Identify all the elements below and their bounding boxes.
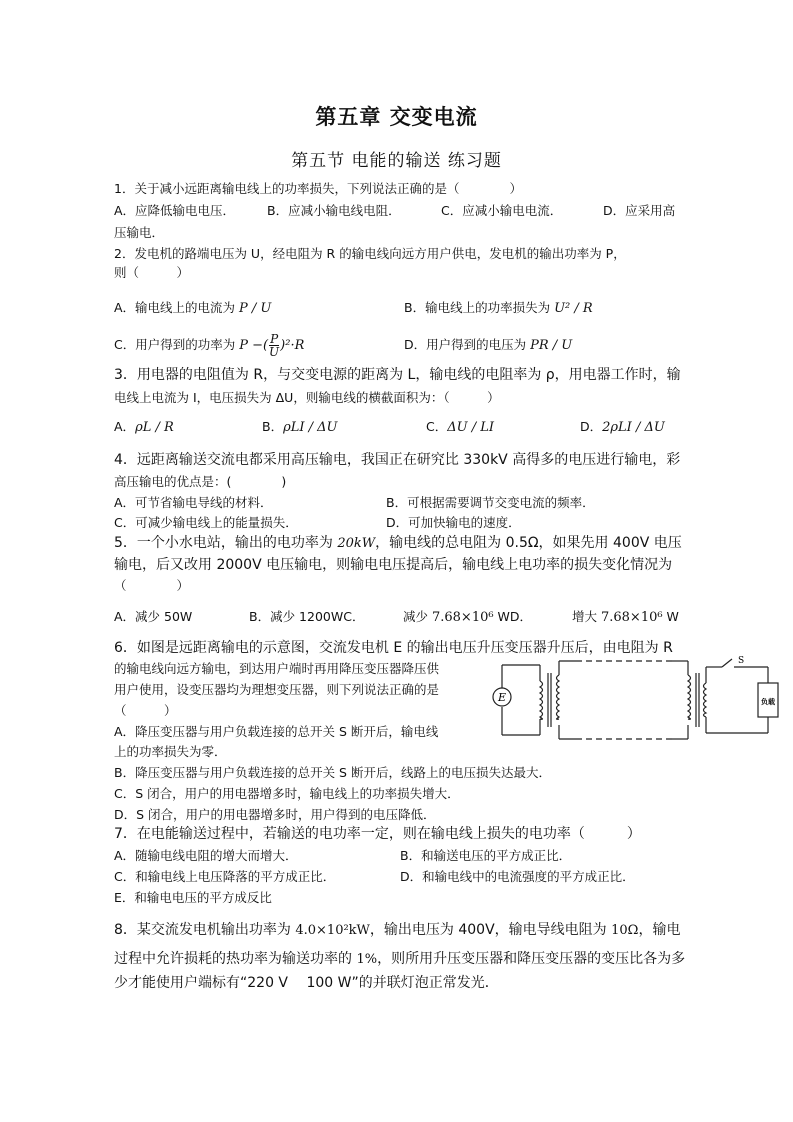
q2-option-a-math: P / U [239, 301, 272, 316]
q2-option-d-text: D．用户得到的电压为 [404, 337, 531, 352]
q2-option-c-math-pre: P −( [239, 338, 269, 353]
q4-option-a: A．可节省输电导线的材料． [114, 495, 273, 510]
section-title: 第五节 电能的输送 练习题 [291, 151, 502, 171]
q8-line2 [114, 951, 685, 968]
switch-label: S [738, 656, 745, 666]
q5-stem-line1 [114, 535, 682, 552]
generator-label: E [497, 691, 507, 704]
q5-option-a: A．减少 50W [114, 609, 193, 624]
q1-option-a: A．应降低输电电压． [114, 203, 236, 218]
q2-option-c-text: C．用户得到的功率为 [114, 337, 240, 352]
q2-option-c-fraction [269, 333, 279, 358]
q5-stem-line2: 输电，后又改用 2000V 电压输电，则输电电压提高后，输电线上电功率的损失变化情况为 [114, 557, 673, 573]
q2-option-c [114, 330, 304, 361]
q2-option-b [404, 300, 593, 317]
load-label: 负载 [761, 698, 775, 706]
q3-stem-line1: 3．用电器的电阻值为 R，与交变电源的距离为 L，输电线的电阻率为 ρ，用电器工作时，输 [114, 367, 681, 383]
q7-option-d: D．和输电线中的电流强度的平方成正比． [400, 869, 635, 884]
q3-option-c-label: C． [426, 419, 448, 434]
q5-option-d-pre: 增大 [572, 609, 601, 624]
q7-option-e: E．和输电电压的平方成反比 [114, 890, 272, 905]
q2-option-b-math: U² / R [554, 301, 593, 316]
q3-option-a [114, 419, 174, 436]
q3-option-b [262, 419, 337, 436]
q3-option-d-math: 2ρLI / ΔU [602, 420, 665, 435]
q8-resistance-value: 10Ω [611, 923, 639, 938]
q5-power-value: 20kW [337, 536, 376, 551]
q6-stem-line4: （ ） [114, 703, 177, 718]
q5-option-d [572, 609, 679, 626]
q6-stem-line1: 6．如图是远距离输电的示意图，交流发电机 E 的输出电压升压变压器升压后，由电阻为 R [114, 640, 673, 656]
q3-option-c-math: ΔU / LI [447, 420, 494, 435]
q6-option-d: D．S 闭合，用户的用电器增多时，用户得到的电压降低． [114, 807, 436, 822]
q2-option-b-text: B．输电线上的功率损失为 [404, 300, 555, 315]
q2-option-c-numerator: P [270, 332, 279, 346]
q6-option-c: C．S 闭合，用户的用电器增多时，输电线上的功率损失增大． [114, 786, 460, 801]
q6-option-b: B．降压变压器与用户负载连接的总开关 S 断开后，线路上的电压损失达最大． [114, 765, 551, 780]
q2-stem-line2: 则（ ） [114, 265, 190, 280]
q6-stem-line3: 用户使用，设变压器均为理想变压器，则下列说法正确的是 [114, 682, 440, 697]
q2-option-a-text: A．输电线上的电流为 [114, 300, 240, 315]
q1-option-b: B．应减小输电线电阻． [267, 203, 401, 218]
q8-line3: 少才能使用户端标有“220 V 100 W”的并联灯泡正常发光． [114, 975, 499, 991]
q8-line1-a: 8．某交流发电机输出功率为 [114, 922, 296, 938]
q2-option-d-math: PR / U [530, 338, 573, 353]
q7-option-a: A．随输电线电阻的增大而增大． [114, 848, 298, 863]
q5-option-b: B．减少 1200WC． [249, 609, 365, 624]
q8-line2-b: ，则所用升压变压器和降压变压器的变压比各为多 [377, 951, 686, 967]
q5-stem-line1-a: 5．一个小水电站，输出的电功率为 [114, 535, 338, 551]
q3-option-a-math: ρL / R [135, 420, 174, 435]
q2-option-c-math-post: )²·R [280, 338, 305, 353]
q5-option-c-pre: 减少 [403, 609, 432, 624]
q3-option-b-math: ρLI / ΔU [283, 420, 338, 435]
q5-option-c [403, 609, 532, 626]
q2-option-c-denominator: U [269, 345, 280, 359]
chapter-title: 第五章 交变电流 [315, 104, 478, 129]
q3-option-a-label: A． [114, 419, 136, 434]
q4-option-c: C．可减少输电线上的能量损失． [114, 515, 298, 530]
q8-line1 [114, 922, 680, 939]
q8-line1-c: ，输电 [638, 922, 681, 938]
q4-stem-line1: 4．远距离输送交流电都采用高压输电，我国正在研究比 330kV 高得多的电压进行输电，彩 [114, 452, 681, 468]
q6-option-a-line1: A．降压变压器与用户负载连接的总开关 S 断开后，输电线 [114, 724, 439, 739]
q7-option-c: C．和输电线上电压降落的平方成正比． [114, 869, 336, 884]
q5-option-d-post: W [662, 609, 679, 624]
q3-option-d-label: D． [580, 419, 603, 434]
q8-line2-a: 过程中允许损耗的热功率为输送功率的 [114, 951, 357, 967]
q4-stem-line2: 高压输电的优点是：( ) [114, 474, 287, 489]
q8-line1-b: ，输出电压为 400V，输电导线电阻为 [369, 922, 612, 938]
q1-option-d-cont: 压输电． [114, 225, 165, 240]
q4-option-d: D．可加快输电的速度． [386, 515, 521, 530]
q7-option-b: B．和输送电压的平方成正比． [400, 848, 572, 863]
q2-option-d [404, 337, 572, 354]
q5-stem-line1-b: ，输电线的总电阻为 0.5Ω，如果先用 400V 电压 [375, 535, 682, 551]
q3-option-b-label: B． [262, 419, 284, 434]
q2-option-a [114, 300, 271, 317]
q5-option-c-post: WD． [493, 609, 533, 624]
q8-loss-percent: 1% [356, 952, 378, 967]
q3-option-d [580, 419, 665, 436]
q3-stem-line2: 电线上电流为 I，电压损失为 ΔU，则输电线的横截面积为：（ ） [114, 390, 500, 405]
q5-stem-line3: （ ） [114, 578, 190, 593]
q6-stem-line2: 的输电线向远方输电，到达用户端时再用降压变压器降压供 [114, 661, 440, 676]
q3-option-c [426, 419, 494, 436]
q8-power-value: 4.0×10²kW [295, 923, 370, 938]
q1-option-c: C．应减小输电电流． [441, 203, 563, 218]
q7-stem: 7．在电能输送过程中，若输送的电功率一定，则在输电线上损失的电功率（ ） [114, 826, 641, 842]
q4-option-b: B．可根据需要调节交变电流的频率． [386, 495, 595, 510]
q2-stem-line1: 2．发电机的路端电压为 U，经电阻为 R 的输电线向远方用户供电，发电机的输出功率为 P， [114, 246, 626, 261]
q1-option-d: D．应采用高 [603, 203, 676, 218]
q5-option-d-math: 7.68×10⁶ [600, 610, 663, 625]
q1-stem: 1．关于减小远距离输电线上的功率损失，下列说法正确的是（ ） [114, 181, 522, 196]
q6-option-a-line2: 上的功率损失为零． [114, 744, 227, 759]
transmission-line-diagram [486, 655, 782, 745]
q5-option-c-math: 7.68×10⁶ [431, 610, 494, 625]
